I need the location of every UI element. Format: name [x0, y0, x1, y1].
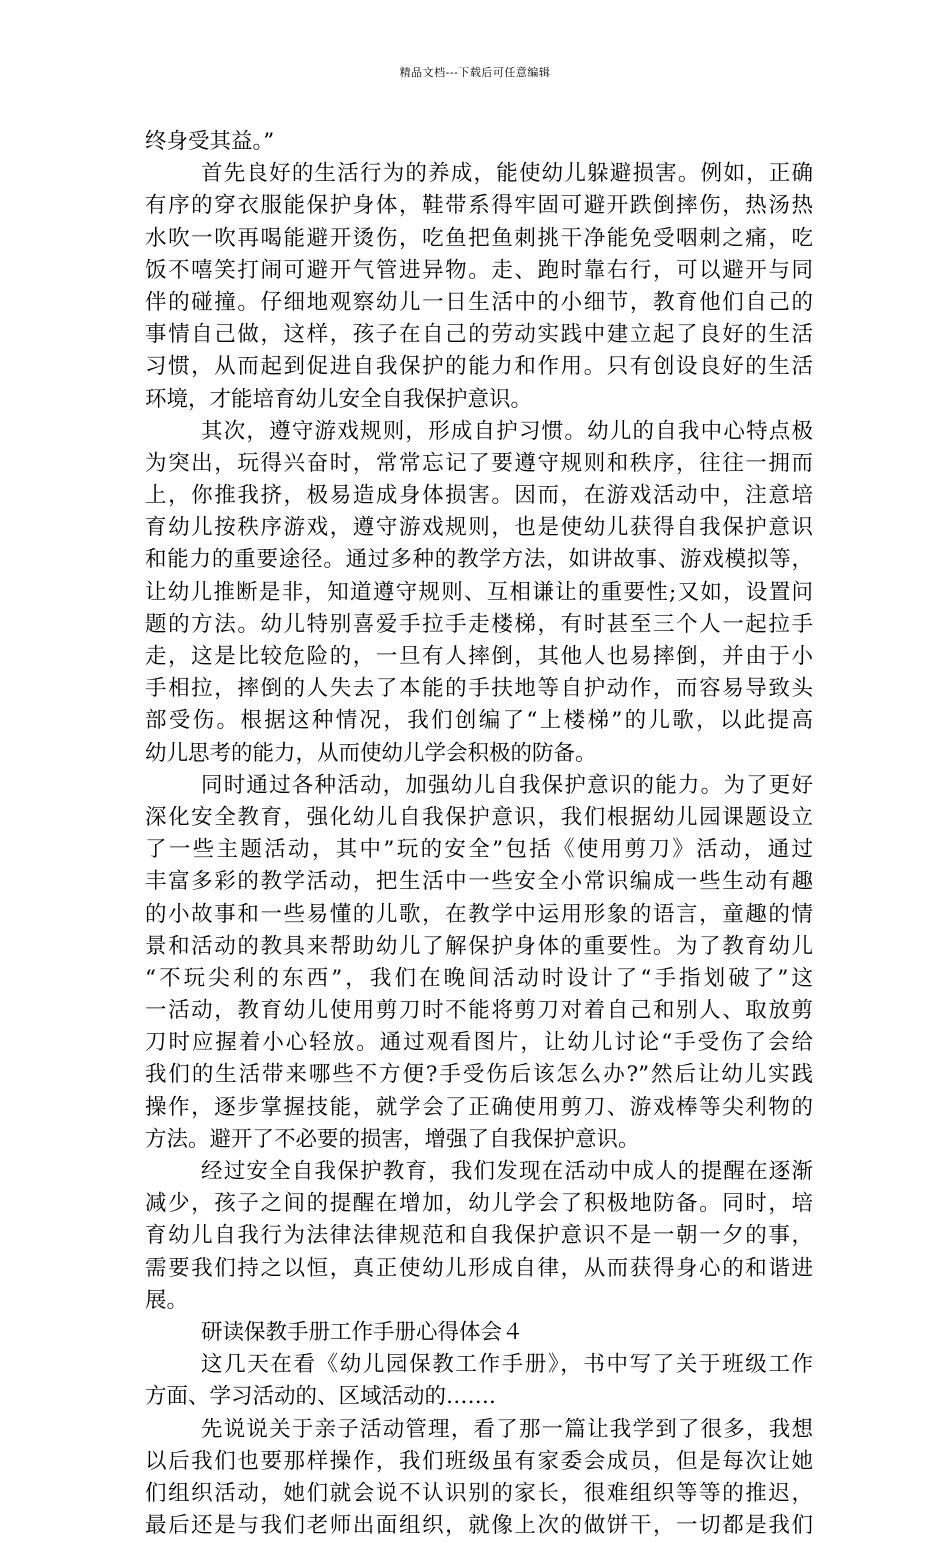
text-line: 研读保教手册工作手册心得体会４ — [145, 1317, 813, 1349]
paragraph — [145, 770, 813, 1156]
text-line: 最后还是与我们老师出面组织，就像上次的做饼干，一切都是我们 — [145, 1510, 813, 1542]
text-line: 有序的穿衣服能保护身体，鞋带系得牢固可避开跌倒摔伤，热汤热 — [145, 190, 813, 222]
text-line: 部受伤。根据这种情况，我们创编了“上楼梯”的儿歌，以此提高 — [145, 705, 813, 737]
page-header: 精品文档---下载后可任意编辑 — [0, 66, 950, 80]
section-title — [145, 1317, 813, 1349]
text-line: 水吹一吹再喝能避开烫伤，吃鱼把鱼刺挑干净能免受咽刺之痛，吃 — [145, 223, 813, 255]
text-line: 需要我们持之以恒，真正使幼儿形成自律，从而获得身心的和谐进 — [145, 1253, 813, 1285]
text-line: 题的方法。幼儿特别喜爱手拉手走楼梯，有时甚至三个人一起拉手 — [145, 609, 813, 641]
text-line: 展。 — [145, 1285, 813, 1317]
document-body — [145, 126, 813, 1542]
paragraph — [145, 416, 813, 770]
text-line: 事情自己做，这样，孩子在自己的劳动实践中建立起了良好的生活 — [145, 319, 813, 351]
text-line: 和能力的重要途径。通过多种的教学方法，如讲故事、游戏模拟等， — [145, 544, 813, 576]
text-line: 习惯，从而起到促进自我保护的能力和作用。只有创设良好的生活 — [145, 351, 813, 383]
text-line: 减少，孩子之间的提醒在增加，幼儿学会了积极地防备。同时，培 — [145, 1188, 813, 1220]
text-line: “不玩尖利的东西”，我们在晚间活动时设计了“手指划破了”这 — [145, 963, 813, 995]
paragraph — [145, 158, 813, 416]
text-line: 以后我们也要那样操作，我们班级虽有家委会成员，但是每次让她 — [145, 1446, 813, 1478]
paragraph — [145, 126, 813, 158]
text-line: 育幼儿自我行为法律法律规范和自我保护意识不是一朝一夕的事， — [145, 1220, 813, 1252]
text-line: 方法。避开了不必要的损害，增强了自我保护意识。 — [145, 1124, 813, 1156]
text-line: 景和活动的教具来帮助幼儿了解保护身体的重要性。为了教育幼儿 — [145, 931, 813, 963]
text-line: 们组织活动，她们就会说不认识别的家长，很难组织等等的推迟， — [145, 1478, 813, 1510]
text-line: 操作，逐步掌握技能，就学会了正确使用剪刀、游戏棒等尖利物的 — [145, 1092, 813, 1124]
text-line: 其次，遵守游戏规则，形成自护习惯。幼儿的自我中心特点极 — [145, 416, 813, 448]
text-line: 首先良好的生活行为的养成，能使幼儿躲避损害。例如，正确 — [145, 158, 813, 190]
text-line: 同时通过各种活动，加强幼儿自我保护意识的能力。为了更好 — [145, 770, 813, 802]
text-line: 走，这是比较危险的，一旦有人摔倒，其他人也易摔倒，并由于小 — [145, 641, 813, 673]
text-line: 先说说关于亲子活动管理，看了那一篇让我学到了很多，我想 — [145, 1414, 813, 1446]
paragraph — [145, 1156, 813, 1317]
text-line: 刀时应握着小心轻放。通过观看图片，让幼儿讨论“手受伤了会给 — [145, 1027, 813, 1059]
text-line: 的小故事和一些易懂的儿歌，在教学中运用形象的语言，童趣的情 — [145, 899, 813, 931]
text-line: 了一些主题活动，其中”玩的安全”包括《使用剪刀》活动，通过 — [145, 834, 813, 866]
text-line: 让幼儿推断是非，知道遵守规则、互相谦让的重要性;又如，设置问 — [145, 577, 813, 609]
text-line: 育幼儿按秩序游戏，遵守游戏规则，也是使幼儿获得自我保护意识 — [145, 512, 813, 544]
text-line: 为突出，玩得兴奋时，常常忘记了要遵守规则和秩序，往往一拥而 — [145, 448, 813, 480]
text-line: 伴的碰撞。仔细地观察幼儿一日生活中的小细节，教育他们自己的 — [145, 287, 813, 319]
text-line: 环境，才能培育幼儿安全自我保护意识。 — [145, 384, 813, 416]
paragraph — [145, 1349, 813, 1413]
paragraph — [145, 1414, 813, 1542]
text-line: 方面、学习活动的、区域活动的……. — [145, 1381, 813, 1413]
text-line: 丰富多彩的教学活动，把生活中一些安全小常识编成一些生动有趣 — [145, 866, 813, 898]
text-line: 手相拉，摔倒的人失去了本能的手扶地等自护动作，而容易导致头 — [145, 673, 813, 705]
text-line: 经过安全自我保护教育，我们发现在活动中成人的提醒在逐渐 — [145, 1156, 813, 1188]
text-line: 上，你推我挤，极易造成身体损害。因而，在游戏活动中，注意培 — [145, 480, 813, 512]
text-line: 深化安全教育，强化幼儿自我保护意识，我们根据幼儿园课题设立 — [145, 802, 813, 834]
text-line: 一活动，教育幼儿使用剪刀时不能将剪刀对着自己和别人、取放剪 — [145, 995, 813, 1027]
text-line: 幼儿思考的能力，从而使幼儿学会积极的防备。 — [145, 738, 813, 770]
text-line: 我们的生活带来哪些不方便?手受伤后该怎么办?”然后让幼儿实践 — [145, 1059, 813, 1091]
text-line: 饭不嘻笑打闹可避开气管进异物。走、跑时靠右行，可以避开与同 — [145, 255, 813, 287]
text-line: 这几天在看《幼儿园保教工作手册》，书中写了关于班级工作 — [145, 1349, 813, 1381]
text-line: 终身受其益。” — [145, 126, 813, 158]
